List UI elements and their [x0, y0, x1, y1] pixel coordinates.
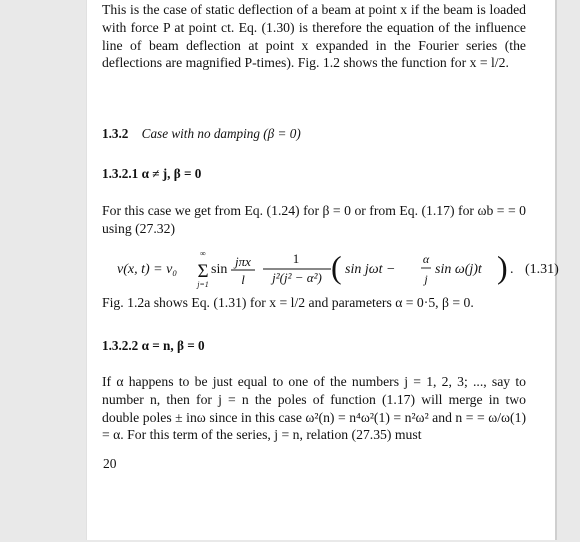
section-heading-1-3-2: [102, 125, 301, 143]
equation-lhs: v(x, t) = v₀: [117, 262, 178, 277]
fraction2-numerator: 1: [292, 251, 300, 266]
fraction1-numerator: jπx: [235, 254, 251, 269]
close-paren: ): [497, 249, 508, 285]
sin-function: sin: [211, 262, 228, 277]
subsection-heading-1-3-2-2: 1.3.2.2 α = n, β = 0: [102, 338, 205, 353]
equation-1-31: [87, 246, 559, 298]
equation-period: .: [510, 262, 514, 277]
summation-sign: Σ: [197, 261, 209, 282]
sum-lower-limit: j=1: [197, 280, 209, 289]
paragraph-1-3-2-1: For this case we get from Eq. (1.24) for β = 0 or from Eq. (1.17) for ωb = = 0 using (27.32): [102, 203, 526, 236]
section-number: 1.3.2: [102, 126, 129, 141]
fraction3-numerator: α: [422, 252, 430, 266]
equation-tail: sin ω(j)t: [435, 262, 482, 277]
page-number: 20: [103, 456, 117, 471]
document-page: [87, 0, 557, 540]
subsection-heading-1-3-2-1: 1.3.2.1 α ≠ j, β = 0: [102, 166, 202, 181]
equation-label: (1.31): [525, 262, 559, 277]
open-paren: (: [331, 249, 342, 285]
paragraph-1-3-2-2: If α happens to be just equal to one of the numbers j = 1, 2, 3; ..., say to number n, then for j = n the poles of function (1.17) will merge in two double poles ± inω since in this case ω²(n) = n⁴ω²(1) = n²ω² and n = = ω/ω(1) = α. For this term of the series, j = n, relation (27.35) must: [102, 374, 526, 443]
fraction2-denominator: j²(j² − α²): [272, 270, 322, 285]
paren-content: sin jωt −: [345, 262, 396, 277]
fraction3-denominator: j: [424, 272, 428, 286]
fraction1-denominator: l: [241, 272, 245, 287]
section-title: Case with no damping (β = 0): [141, 126, 301, 141]
sum-upper-limit: ∞: [200, 249, 206, 258]
intro-paragraph: This is the case of static deflection of a beam at point x if the beam is loaded with force P at point ct. Eq. (1.30) is therefore the equation of the influence line of beam deflection at point x expanded in the Fourier series (the deflections are magnified P-times). Fig. 1.2 shows the function for x = l/2.: [102, 2, 526, 71]
figure-reference-paragraph: Fig. 1.2a shows Eq. (1.31) for x = l/2 and parameters α = 0·5, β = 0.: [102, 295, 474, 310]
